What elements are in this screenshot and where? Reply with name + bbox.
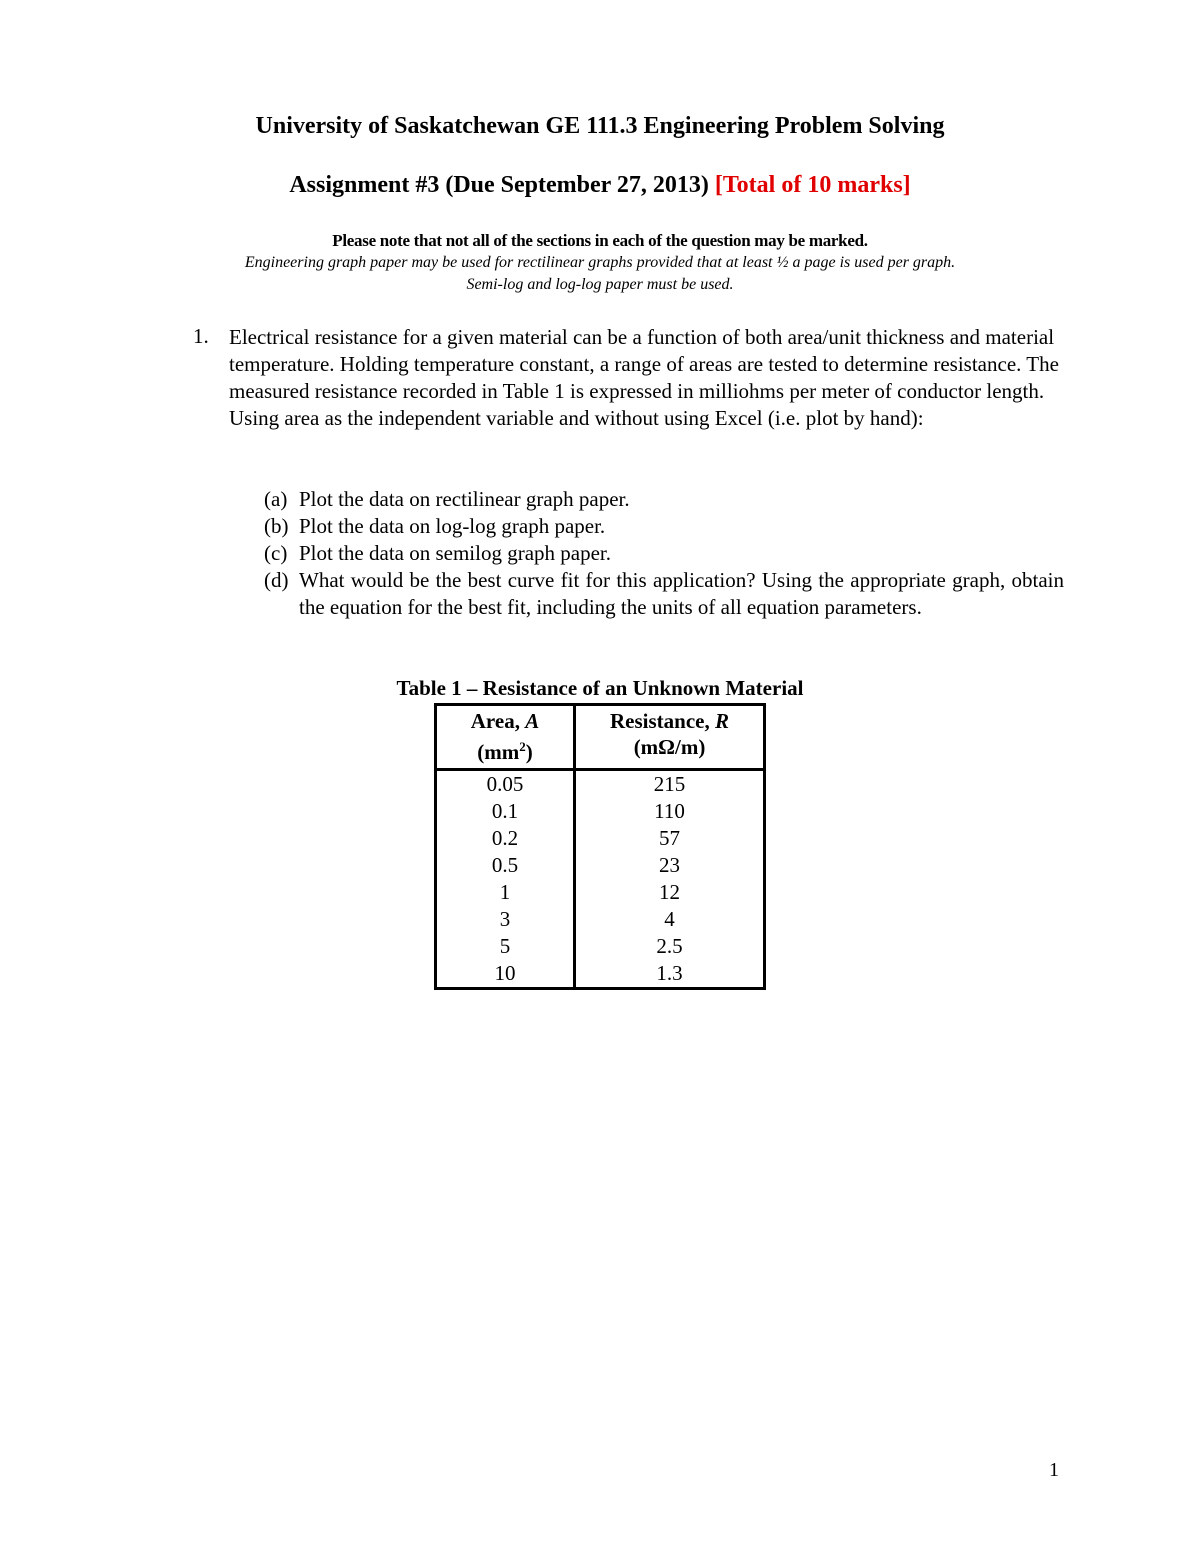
part-text: Plot the data on log-log graph paper. [299, 514, 606, 538]
area-cell: 0.5 [436, 852, 575, 879]
part-label: (b) [264, 514, 289, 538]
resistance-cell: 110 [654, 799, 685, 823]
assignment-heading [0, 172, 1200, 199]
total-marks: [Total of 10 marks] [714, 172, 911, 198]
part-a [264, 486, 1064, 513]
resistance-cell: 23 [659, 853, 680, 877]
part-b [264, 513, 1064, 540]
table-row [436, 960, 765, 989]
graph-paper-instruction: Engineering graph paper may be used for rectilinear graphs provided that at least ½ a page is used per graph. [244, 254, 956, 271]
resistance-cell: 215 [653, 772, 686, 796]
part-text: Plot the data on rectilinear graph paper. [299, 487, 630, 511]
course-title: University of Saskatchewan GE 111.3 Engineering Problem Solving [255, 113, 945, 139]
page-number: 1 [1049, 1459, 1059, 1481]
semilog-instruction: Semi-log and log-log paper must be used. [466, 276, 734, 293]
question-number: 1. [193, 324, 209, 348]
resistance-cell: 57 [659, 826, 680, 850]
question-parts [264, 486, 1064, 621]
part-label: (a) [264, 487, 288, 511]
area-cell: 0.2 [436, 825, 575, 852]
resistance-column-header: Resistance, R (mΩ/m) [575, 705, 765, 770]
resistance-cell: 4 [664, 907, 675, 931]
part-d [264, 567, 1064, 621]
resistance-cell: 12 [659, 880, 680, 904]
area-cell: 1 [436, 879, 575, 906]
area-column-header: Area, A $(mm^2)$ [436, 705, 575, 770]
table-header-row [436, 705, 765, 770]
area-cell: 3 [436, 906, 575, 933]
resistance-cell: 2.5 [656, 934, 683, 958]
area-cell: 0.1 [436, 798, 575, 825]
table-row [436, 933, 765, 960]
table-row [436, 906, 765, 933]
part-text: Plot the data on semilog graph paper. [299, 541, 612, 565]
resistance-cell: 1.3 [656, 961, 683, 985]
table-row [436, 825, 765, 852]
table-row [436, 798, 765, 825]
area-cell: 5 [436, 933, 575, 960]
area-cell: 0.05 [436, 770, 575, 799]
marking-note: Please note that not all of the sections in each of the question may be marked. [332, 231, 868, 250]
resistance-table [434, 703, 766, 990]
area-cell: 10 [436, 960, 575, 989]
assignment-label: Assignment #3 (Due September 27, 2013) [289, 172, 715, 198]
question-text: Electrical resistance for a given material can be a function of both area/unit thickness and material temperature. Holding temperature constant, a range of areas are tested to determine resistance. The measured resistance recorded in Table 1 is expressed in milliohms per meter of conductor length. Using area as the independent variable and without using Excel (i.e. plot by hand): [229, 325, 1059, 430]
part-c [264, 540, 1064, 567]
part-label: (d) [264, 568, 289, 592]
table-row [436, 770, 765, 799]
table-row [436, 879, 765, 906]
part-label: (c) [264, 541, 288, 565]
part-text: What would be the best curve fit for this application? Using the appropriate graph, obtain the equation for the best fit, including the units of all equation parameters. [299, 568, 1064, 619]
table-caption: Table 1 – Resistance of an Unknown Material [396, 676, 804, 700]
table-row [436, 852, 765, 879]
